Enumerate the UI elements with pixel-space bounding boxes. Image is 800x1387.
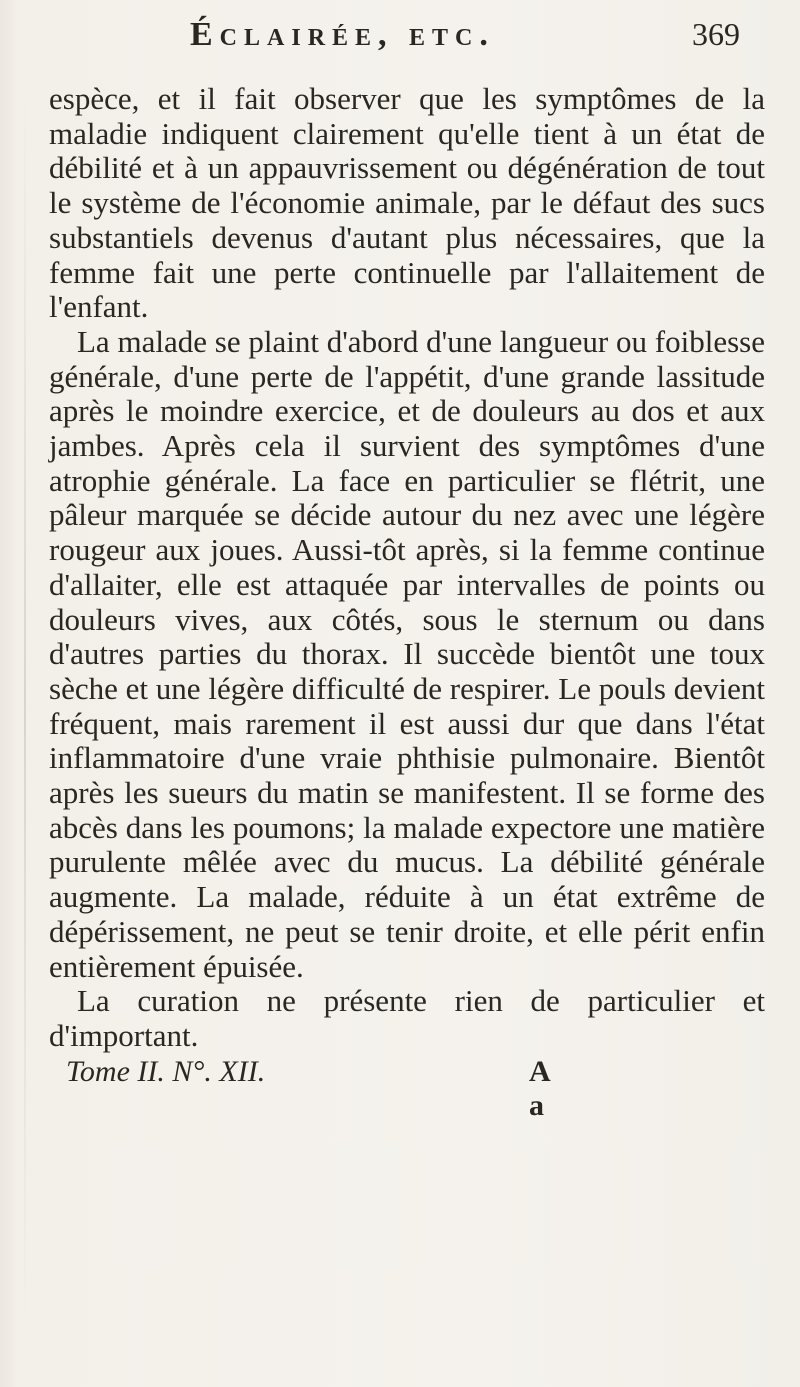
- body-text: [49, 82, 765, 1054]
- page-header: [190, 16, 740, 64]
- paragraph: espèce, et il fait observer que les symptômes de la maladie indiquent clairement qu'elle tient à un état de débilité et à un appauvrissement ou dégénération de tout le système de l'économie animale, par le défaut des sucs substantiels devenus d'autant plus nécessaires, que la femme fait une perte continuelle par l'allaitement de l'enfant.: [49, 81, 765, 325]
- page-number: 369: [692, 16, 740, 52]
- sheet-signature-mark: A a: [529, 1055, 550, 1122]
- page-footer: [66, 1055, 566, 1122]
- volume-signature: Tome II. N°. XII.: [66, 1055, 266, 1088]
- page-gutter-shadow: [24, 90, 26, 1330]
- paragraph: La curation ne présente rien de particulier et d'important.: [49, 983, 765, 1053]
- paragraph: La malade se plaint d'abord d'une langueur ou foiblesse générale, d'une perte de l'appétit, d'une grande lassitude après le moindre exercice, et de douleurs au dos et aux jambes. Après cela il survient des symptômes d'une atrophie générale. La face en particulier se flétrit, une pâleur marquée se décide autour du nez avec une légère rougeur aux joues. Aussi-tôt après, si la femme continue d'allaiter, elle est attaquée par intervalles de points ou douleurs vives, aux côtés, sous le sternum ou dans d'autres parties du thorax. Il succède bientôt une toux sèche et une légère difficulté de respirer. Le pouls devient fréquent, mais rarement il est aussi dur que dans l'état inflammatoire d'une vraie phthisie pulmonaire. Bientôt après les sueurs du matin se manifestent. Il se forme des abcès dans les poumons; la malade expectore une matière purulente mêlée avec du mucus. La débilité générale augmente. La malade, réduite à un état extrême de dépérissement, ne peut se tenir droite, et elle périt enfin entièrement épuisée.: [49, 323, 765, 984]
- running-title: Éclairée, etc.: [190, 16, 495, 53]
